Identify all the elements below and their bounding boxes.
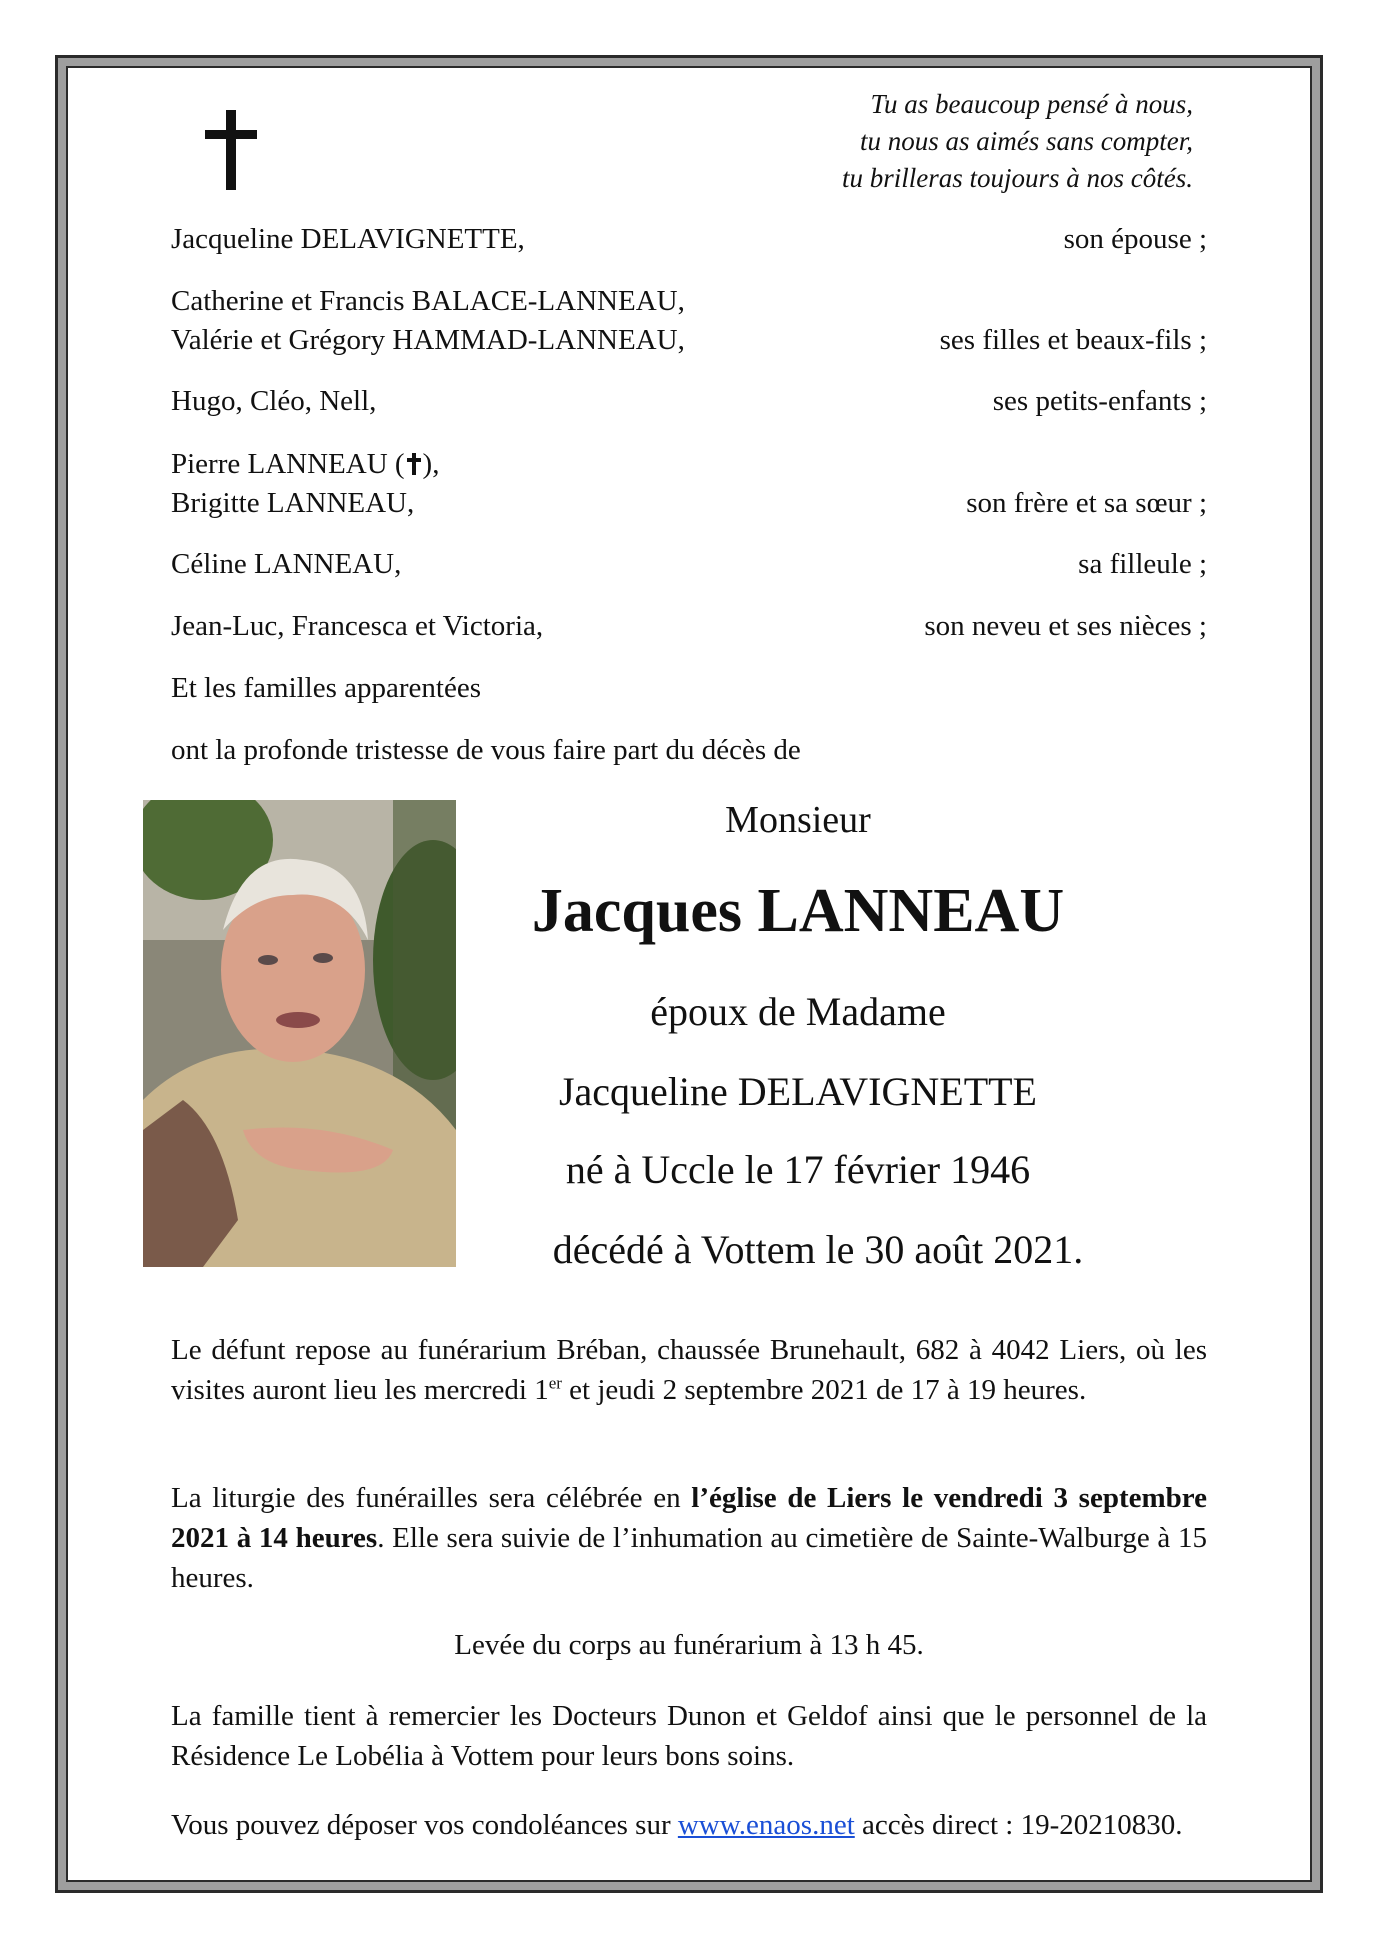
condolences-intro: Vous pouvez déposer vos condoléances sur [171, 1809, 678, 1841]
spouse-name: Jacqueline DELAVIGNETTE [558, 1069, 1037, 1114]
thanks-paragraph: La famille tient à remercier les Docteurs Dunon et Geldof ainsi que le personnel de la Résidence Le Lobélia à Vottem pour leurs bons soins. [171, 1700, 1207, 1772]
notice-frame [55, 55, 1323, 1893]
spouse-intro: époux de Madame [650, 989, 946, 1034]
family-names: Hugo, Cléo, Nell, [171, 385, 377, 417]
sibling-name: Pierre LANNEAU ( [171, 448, 405, 480]
visitation-sup: er [548, 1373, 562, 1393]
death-info: décédé à Vottem le 30 août 2021. [552, 1227, 1084, 1272]
family-names: Catherine et Francis BALACE-LANNEAU, [171, 285, 685, 317]
announce-line [171, 731, 1207, 770]
cross-icon [407, 453, 421, 475]
deceased-title: Monsieur [725, 799, 871, 841]
liturgy-bold: l’église de Liers le vendredi 3 septembre 2021 à 14 heures [171, 1482, 1207, 1554]
condolences-link[interactable]: www.enaos.net [677, 1809, 855, 1841]
families-line [171, 669, 1207, 708]
epitaph-line: Tu as beaucoup pensé à nous, [870, 89, 1193, 119]
announce-text: ont la profonde tristesse de vous faire part du décès de [171, 734, 801, 766]
family-row-spouse [171, 220, 1207, 259]
family-relation: ses petits-enfants ; [992, 385, 1207, 417]
family-relation: son neveu et ses nièces ; [924, 610, 1207, 642]
epitaph-line: tu brilleras toujours à nos côtés. [841, 163, 1193, 193]
levee-line: Levée du corps au funérarium à 13 h 45. [454, 1629, 924, 1661]
cross-icon [201, 110, 261, 190]
condolences-paragraph [171, 1805, 1207, 1845]
families-text: Et les familles apparentées [171, 672, 482, 704]
family-names: Céline LANNEAU, [171, 548, 402, 580]
family-row-grandchildren [171, 382, 1207, 421]
family-names: Brigitte LANNEAU, [171, 487, 415, 519]
family-names [171, 445, 439, 484]
family-row-daughters [171, 282, 1207, 360]
deceased-photo [143, 800, 456, 1267]
visitation-text-end: et jeudi 2 septembre 2021 de 17 à 19 heures. [561, 1374, 1087, 1406]
epitaph-line: tu nous as aimés sans compter, [859, 126, 1193, 156]
visitation-text: Le défunt repose au funérarium Bréban, chaussée Brunehault, 682 à 4042 Liers, où les visites auront lieu les mercredi 1 [171, 1334, 1207, 1406]
family-names: Jean-Luc, Francesca et Victoria, [171, 610, 544, 642]
family-relation: sa filleule ; [1078, 548, 1207, 580]
family-relation: son épouse ; [1063, 223, 1207, 255]
birth-info: né à Uccle le 17 février 1946 [565, 1147, 1031, 1192]
sibling-name-end: ), [422, 448, 440, 480]
family-relation: son frère et sa sœur ; [966, 487, 1207, 519]
family-relation: ses filles et beaux-fils ; [939, 324, 1207, 356]
liturgy-intro: La liturgie des funérailles sera célébrée en [171, 1482, 692, 1514]
family-row-goddaughter [171, 545, 1207, 584]
visitation-paragraph [171, 1330, 1207, 1410]
liturgy-rest: . Elle sera suivie de l’inhumation au cimetière de Sainte-Walburge à 15 heures. [171, 1522, 1207, 1594]
condolences-rest: accès direct : 19-20210830. [854, 1809, 1183, 1841]
liturgy-paragraph [171, 1478, 1207, 1598]
family-row-siblings [171, 445, 1207, 523]
epitaph [842, 86, 1193, 197]
family-names: Jacqueline DELAVIGNETTE, [171, 223, 525, 255]
family-names: Valérie et Grégory HAMMAD-LANNEAU, [171, 324, 685, 356]
notice-page [66, 66, 1312, 1882]
family-row-nephews [171, 607, 1207, 646]
deceased-name: Jacques LANNEAU [531, 877, 1065, 945]
